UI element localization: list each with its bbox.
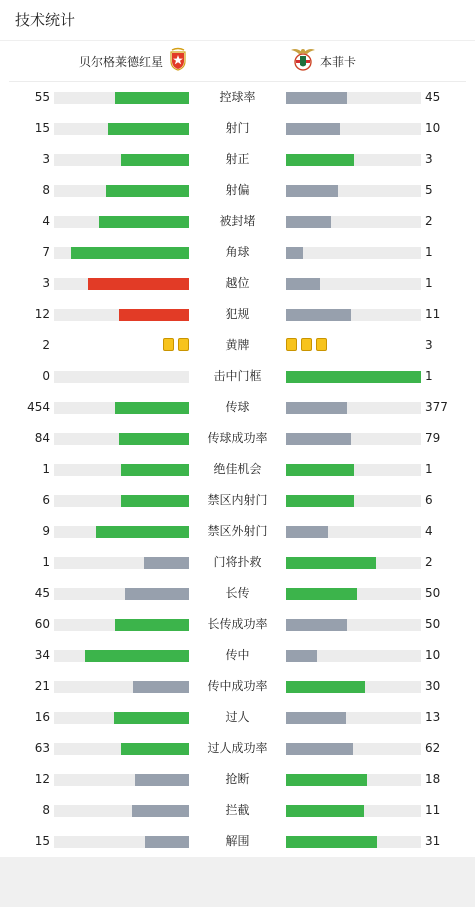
stat-label: 绝佳机会 [213,462,262,476]
stat-row [0,485,475,516]
stat-row [0,702,475,733]
away-stat-value: 31 [425,834,441,848]
stat-row [0,578,475,609]
stat-label: 传中 [225,648,250,662]
away-stat-value: 18 [425,772,441,786]
away-stat-bar [286,92,347,104]
stat-row [0,237,475,268]
away-stat-value: 2 [425,555,433,569]
red-star-crest-icon [169,47,187,75]
away-stat-bar [286,743,353,755]
away-stat-value: 11 [425,307,441,321]
stat-row [0,454,475,485]
away-stat-bar-track [286,774,421,786]
home-stat-value: 63 [34,741,50,755]
stat-row [0,671,475,702]
away-stat-bar-track [286,712,421,724]
yellow-card-icon [301,338,312,351]
away-stat-bar [286,526,328,538]
stat-label: 被封堵 [219,214,256,228]
home-stat-bar-track [54,278,189,290]
stat-row [0,268,475,299]
home-stat-value: 8 [42,803,50,817]
home-stat-bar-track [54,650,189,662]
stat-label: 射门 [225,121,250,135]
stat-label: 传球 [225,400,250,414]
stat-label: 控球率 [219,90,256,104]
home-stat-bar [71,247,189,259]
home-stat-bar-track [54,526,189,538]
stat-label: 拦截 [225,803,250,817]
away-stat-value: 79 [425,431,441,445]
away-stat-bar-track [286,805,421,817]
home-stat-bar [144,557,189,569]
stat-label: 传中成功率 [207,679,268,693]
stat-row [0,733,475,764]
stat-row [0,361,475,392]
away-stat-bar [286,805,364,817]
away-stat-bar [286,402,347,414]
away-stat-bar [286,588,357,600]
away-stat-bar [286,464,354,476]
away-stat-bar-track [286,185,421,197]
home-stat-bar-track [54,371,189,383]
home-stat-value: 16 [34,710,50,724]
away-stat-value: 4 [425,524,433,538]
home-stat-value: 34 [34,648,50,662]
home-stat-value: 21 [34,679,50,693]
stat-row [0,113,475,144]
away-stat-bar-track [286,681,421,693]
home-stat-value: 45 [34,586,50,600]
away-stat-value: 62 [425,741,441,755]
stat-row [0,423,475,454]
away-stat-bar [286,216,331,228]
home-stat-value: 3 [42,276,50,290]
away-stat-bar-track [286,743,421,755]
stat-label: 门将扑救 [213,555,262,569]
home-stat-value: 7 [42,245,50,259]
home-stat-bar [133,681,189,693]
away-stat-value: 1 [425,462,433,476]
home-stat-value: 55 [34,90,50,104]
yellow-card-icon [286,338,297,351]
away-stat-bar [286,650,317,662]
yellow-card-icon [178,338,189,351]
away-stat-value: 6 [425,493,433,507]
home-stat-value: 9 [42,524,50,538]
stat-row [0,795,475,826]
stat-row [0,330,475,361]
away-stat-bar [286,495,354,507]
stat-label: 禁区内射门 [207,493,268,507]
home-stat-bar-track [54,681,189,693]
away-stat-value: 10 [425,648,441,662]
home-stat-value: 6 [42,493,50,507]
home-stat-bar-track [54,743,189,755]
home-stat-bar [106,185,189,197]
stat-label: 过人成功率 [207,741,268,755]
home-stat-value: 1 [42,462,50,476]
home-stat-bar [121,154,189,166]
away-stat-bar-track [286,650,421,662]
home-stat-bar [115,92,189,104]
home-stat-value: 1 [42,555,50,569]
away-stat-bar-track [286,123,421,135]
away-stat-bar-track [286,836,421,848]
panel-title: 技术统计 [0,0,475,41]
home-stat-bar-track [54,309,189,321]
home-stat-value: 12 [34,307,50,321]
away-stat-bar [286,278,320,290]
stat-label: 角球 [225,245,250,259]
stat-row [0,764,475,795]
home-stat-bar [132,805,189,817]
away-stat-bar-track [286,309,421,321]
away-stat-bar-track [286,588,421,600]
stat-label: 抢断 [225,772,250,786]
away-stat-bar-track [286,495,421,507]
stat-label: 解围 [225,834,250,848]
stat-label: 禁区外射门 [207,524,268,538]
home-stat-bar-track [54,557,189,569]
home-stat-value: 0 [42,369,50,383]
away-stat-bar-track [286,216,421,228]
home-stat-value: 15 [34,121,50,135]
away-stat-bar-track [286,433,421,445]
away-stat-bar [286,154,354,166]
home-stat-bar-track [54,402,189,414]
home-stat-bar [88,278,189,290]
away-stat-value: 3 [425,152,433,166]
away-stat-bar [286,557,376,569]
home-team-name: 贝尔格莱德红星 [78,54,163,69]
stat-label: 长传 [225,586,250,600]
stat-label: 传球成功率 [207,431,268,445]
away-stat-bar-track [286,557,421,569]
home-stat-bar-track [54,805,189,817]
away-stat-value: 50 [425,586,441,600]
away-stat-bar-track [286,154,421,166]
home-stat-value: 15 [34,834,50,848]
away-stat-bar-track [286,619,421,631]
stat-row [0,516,475,547]
stat-row [0,609,475,640]
home-stat-bar-track [54,92,189,104]
stat-row [0,547,475,578]
away-stat-value: 1 [425,276,433,290]
benfica-eagle-crest-icon [290,46,316,76]
stat-label: 黄牌 [225,338,250,352]
home-stat-bar [121,743,189,755]
away-stat-bar [286,309,351,321]
stat-label: 击中门框 [213,369,262,383]
away-stat-value: 45 [425,90,441,104]
stat-row [0,392,475,423]
away-stat-value: 30 [425,679,441,693]
home-stat-bar-track [54,712,189,724]
away-stat-bar-track [286,402,421,414]
home-stat-bar [115,402,189,414]
home-stat-value: 60 [34,617,50,631]
home-stat-bar-track [54,247,189,259]
yellow-card-icon [163,338,174,351]
stat-label: 犯规 [225,307,250,321]
home-stat-bar-track [54,464,189,476]
stat-row [0,206,475,237]
away-stat-bar [286,123,340,135]
away-stat-bar-track [286,371,421,383]
home-stat-bar [121,495,189,507]
away-stat-bar-track [286,247,421,259]
home-stat-value: 84 [34,431,50,445]
away-stat-bar [286,433,351,445]
away-stat-bar [286,712,346,724]
home-stat-bar [99,216,189,228]
away-team-name: 本菲卡 [320,54,357,69]
away-stat-value: 377 [425,400,448,414]
home-stat-bar [121,464,189,476]
home-stat-bar-track [54,495,189,507]
away-stat-bar [286,774,367,786]
away-stat-bar-track [286,278,421,290]
stat-row [0,640,475,671]
home-yellow-cards [163,338,189,353]
home-stat-value: 3 [42,152,50,166]
home-stat-bar [96,526,189,538]
home-stat-value: 12 [34,772,50,786]
stat-label: 射正 [225,152,250,166]
home-stat-value: 454 [27,400,50,414]
home-stat-bar-track [54,185,189,197]
home-stat-bar [125,588,189,600]
stat-row [0,299,475,330]
home-stat-bar [114,712,189,724]
stat-row [0,144,475,175]
stat-label: 长传成功率 [207,617,268,631]
away-stat-bar [286,619,347,631]
away-yellow-cards [286,338,327,353]
away-stat-bar [286,836,377,848]
stat-row [0,82,475,113]
yellow-card-icon [316,338,327,351]
home-stat-bar-track [54,836,189,848]
home-stat-bar-track [54,774,189,786]
away-stat-value: 1 [425,245,433,259]
stat-label: 射偏 [225,183,250,197]
home-stat-value: 8 [42,183,50,197]
home-stat-bar [119,433,189,445]
away-stat-bar [286,681,365,693]
home-stat-bar-track [54,588,189,600]
home-stat-bar-track [54,154,189,166]
away-stat-bar [286,371,421,383]
away-team[interactable] [290,49,356,73]
home-stat-bar [85,650,189,662]
away-stat-bar-track [286,526,421,538]
away-stat-bar [286,247,303,259]
away-stat-value: 10 [425,121,441,135]
home-stat-bar-track [54,619,189,631]
home-stat-value: 2 [42,338,50,352]
away-stat-value: 3 [425,338,433,352]
away-stat-bar [286,185,338,197]
home-stat-bar [115,619,189,631]
home-stat-bar [145,836,189,848]
home-stat-bar-track [54,123,189,135]
home-stat-bar [108,123,189,135]
away-stat-value: 1 [425,369,433,383]
home-stat-value: 4 [42,214,50,228]
away-stat-value: 5 [425,183,433,197]
away-stat-value: 11 [425,803,441,817]
stat-label: 越位 [225,276,250,290]
teams-header [9,41,466,82]
away-stat-value: 50 [425,617,441,631]
away-stat-value: 13 [425,710,441,724]
stat-row [0,826,475,857]
stat-row [0,175,475,206]
home-stat-bar [119,309,189,321]
stats-list [0,82,475,857]
stat-label: 过人 [225,710,250,724]
home-stat-bar-track [54,433,189,445]
away-stat-bar-track [286,92,421,104]
home-stat-bar-track [54,216,189,228]
away-stat-bar-track [286,464,421,476]
home-team[interactable] [79,49,187,73]
away-stat-value: 2 [425,214,433,228]
home-stat-bar [135,774,189,786]
